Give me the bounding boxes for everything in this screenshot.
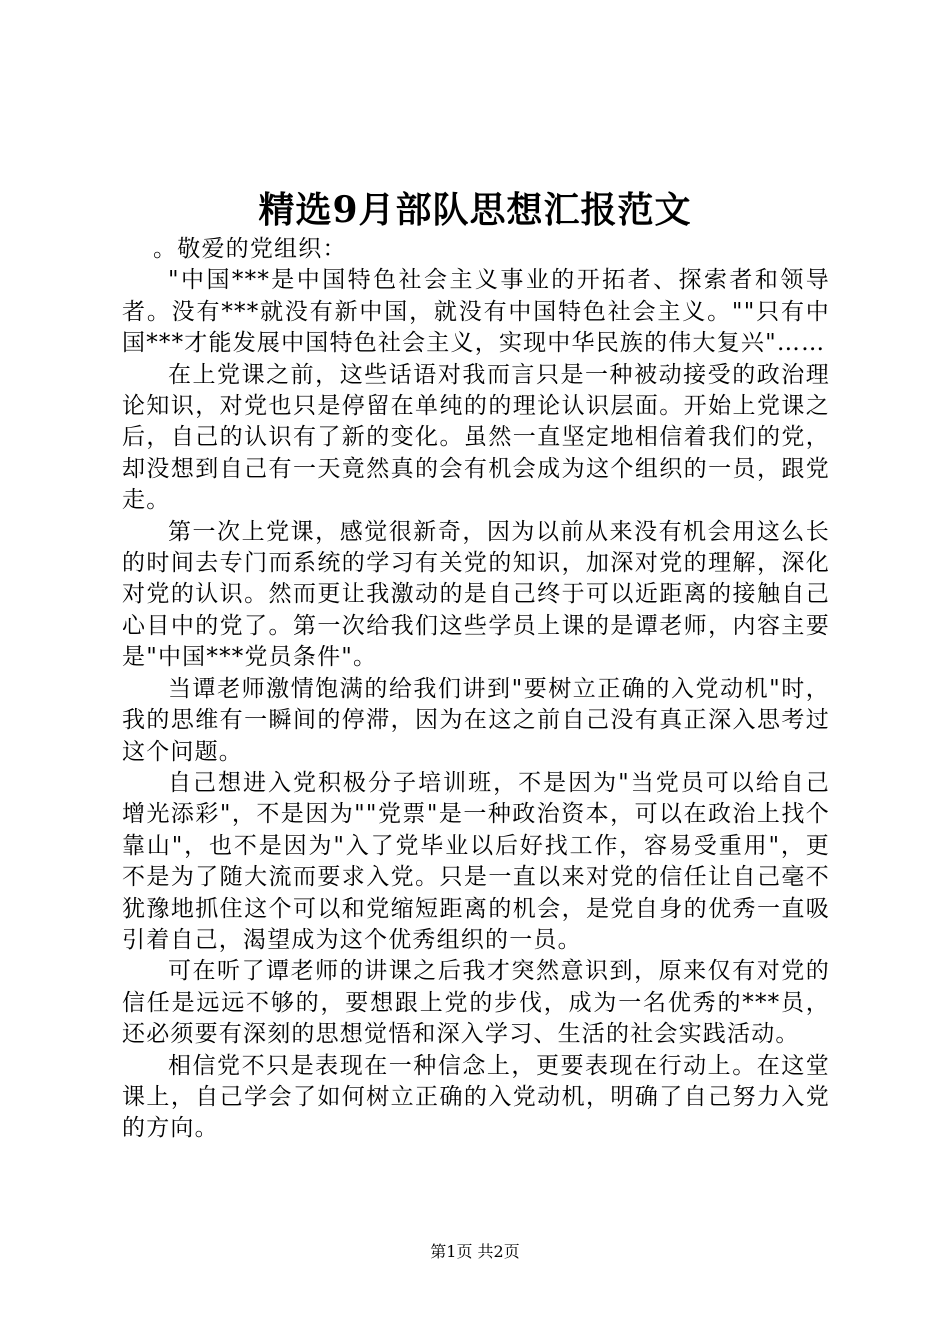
document-title: 精选9月部队思想汇报范文 (258, 189, 692, 231)
document-body (122, 234, 830, 1145)
paragraph-3: 第一次上党课，感觉很新奇，因为以前从来没有机会用这么长的时间去专门而系统的学习有关党的知识，加深对党的理解，深化对党的认识。然而更让我激动的是自己终于可以近距离的接触自己心目中的党了。第一次给我们这些学员上课的是谭老师，内容主要是"中国***党员条件"。 (122, 518, 830, 671)
paragraph-4: 当谭老师激情饱满的给我们讲到"要树立正确的入党动机"时，我的思维有一瞬间的停滞，因为在这之前自己没有真正深入思考过这个问题。 (122, 675, 830, 765)
paragraph-1: "中国***是中国特色社会主义事业的开拓者、探索者和领导者。没有***就没有新中国，就没有中国特色社会主义。""只有中国***才能发展中国特色社会主义，实现中华民族的伟大复兴"…… (122, 267, 830, 357)
paragraph-7: 相信党不只是表现在一种信念上，更要表现在行动上。在这堂课上，自己学会了如何树立正确的入党动机，明确了自己努力入党的方向。 (122, 1052, 830, 1142)
paragraph-5: 自己想进入党积极分子培训班，不是因为"当党员可以给自己增光添彩"，不是因为""党票"是一种政治资本，可以在政治上找个靠山"，也不是因为"入了党毕业以后好找工作，容易受重用"，更不是为了随大流而要求入党。只是一直以来对党的信任让自己毫不犹豫地抓住这个可以和党缩短距离的机会，是党自身的优秀一直吸引着自己，渴望成为这个优秀组织的一员。 (122, 769, 830, 953)
paragraph-6: 可在听了谭老师的讲课之后我才突然意识到，原来仅有对党的信任是远远不够的，要想跟上党的步伐，成为一名优秀的***员，还必须要有深刻的思想觉悟和深入学习、生活的社会实践活动。 (122, 958, 830, 1048)
paragraph-2: 在上党课之前，这些话语对我而言只是一种被动接受的政治理论知识，对党也只是停留在单纯的的理论认识层面。开始上党课之后，自己的认识有了新的变化。虽然一直坚定地相信着我们的党，却没想到自己有一天竟然真的会有机会成为这个组织的一员，跟党走。 (122, 361, 830, 514)
salutation: 。敬爱的党组织： (153, 236, 347, 262)
page-footer: 第1页 共2页 (430, 1242, 520, 1261)
